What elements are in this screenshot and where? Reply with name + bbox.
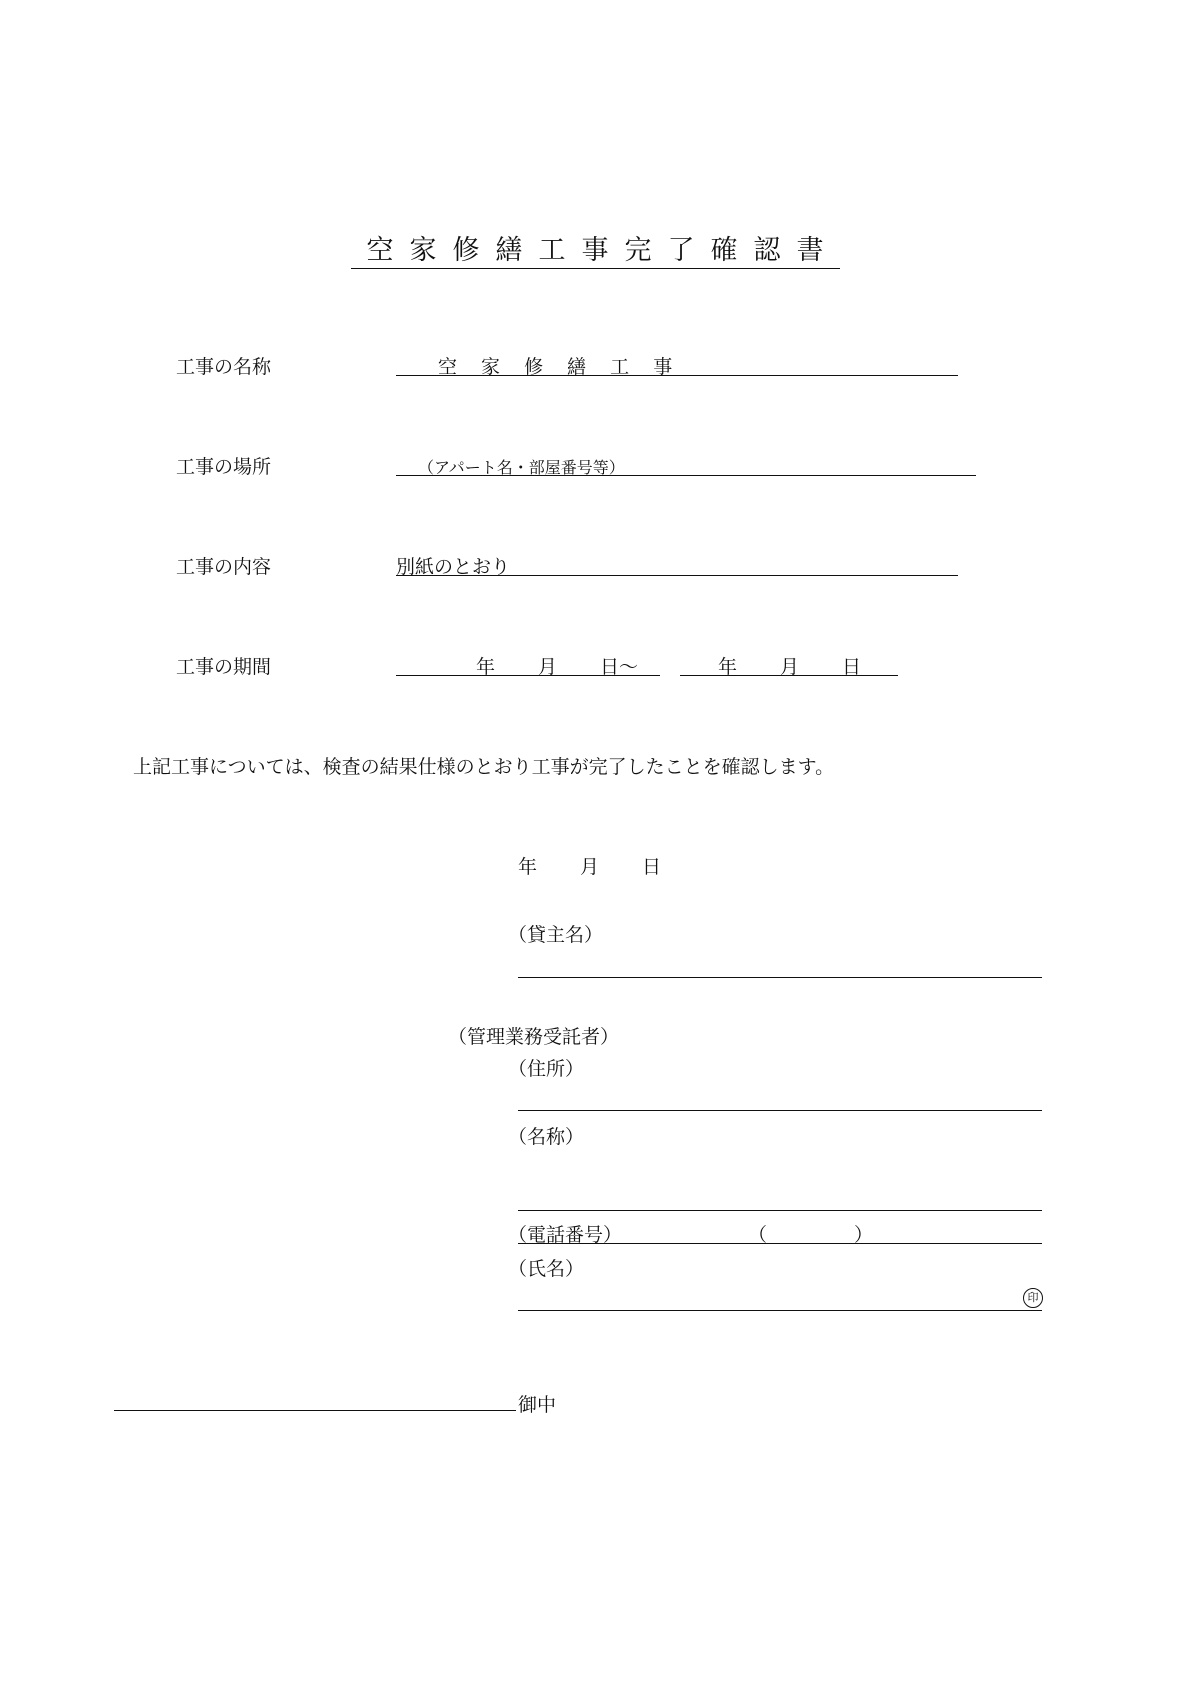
manager-heading: （管理業務受託者） [448,1026,620,1048]
period-month: 月 [538,656,558,678]
lender-line [518,977,1042,978]
period-month-end: 月 [780,656,800,678]
work-location-label: 工事の場所 [176,456,272,478]
manager-name-label: （名称） [508,1126,585,1148]
document-title: 空家修繕工事完了確認書 [0,228,1190,267]
work-location-hint: （アパート名・部屋番号等） [418,458,625,477]
period-year: 年 [476,656,496,678]
work-name-line [396,375,958,376]
work-name-value: 空 家 修 繕 工 事 [438,356,682,378]
manager-address-label: （住所） [508,1058,585,1080]
period-line-start [396,675,660,676]
manager-person-line [518,1310,1042,1311]
addressee-suffix: 御中 [518,1394,557,1416]
work-name-label: 工事の名称 [176,356,272,378]
work-location-line [396,475,976,476]
confirmation-statement: 上記工事については、検査の結果仕様のとおり工事が完了したことを確認します。 [133,756,835,778]
date-day: 日 [642,856,662,878]
seal-mark-icon: 印 [1023,1288,1043,1308]
work-content-value: 別紙のとおり [396,556,511,578]
manager-person-label: （氏名） [508,1258,585,1280]
lender-label: （貸主名） [508,924,604,946]
date-month: 月 [580,856,600,878]
phone-paren-open: （ [748,1224,768,1246]
date-year: 年 [518,856,538,878]
manager-phone-line [518,1243,1042,1244]
work-period-label: 工事の期間 [176,656,272,678]
phone-paren-close: ） [854,1224,874,1246]
period-day-tilde: 日～ [600,656,639,678]
manager-name-line [518,1210,1042,1211]
manager-address-line [518,1110,1042,1111]
work-content-line [396,575,958,576]
work-content-label: 工事の内容 [176,556,272,578]
period-line-end [680,675,898,676]
manager-phone-label: （電話番号） [508,1224,623,1246]
addressee-line [114,1410,516,1411]
period-day-end: 日 [842,656,862,678]
period-year-end: 年 [718,656,738,678]
